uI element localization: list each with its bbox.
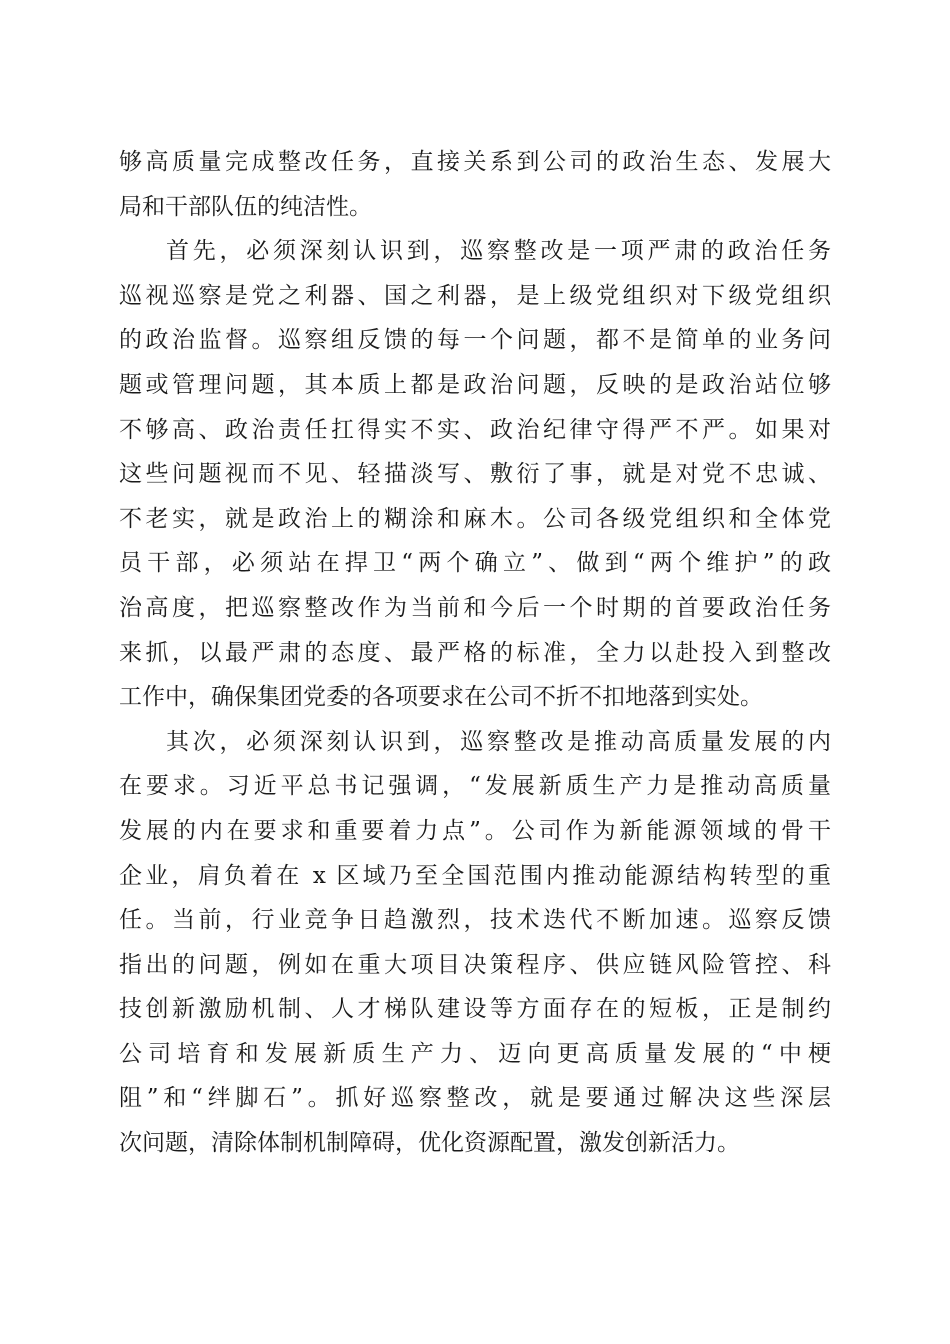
document-body	[119, 140, 831, 1166]
paragraph	[119, 140, 831, 229]
text-line: 够高质量完成整改任务，直接关系到公司的政治生态、发展大	[119, 149, 831, 175]
paragraph	[119, 720, 831, 1166]
text-line: 次问题，清除体制机制障碍，优化资源配置，激发创新活力。	[119, 1130, 740, 1157]
text-line: 治高度，把巡察整改作为当前和今后一个时期的首要政治任务	[119, 594, 831, 621]
text-line: 任。当前，行业竞争日趋激烈，技术迭代不断加速。巡察反馈	[119, 907, 831, 934]
text-line: 技创新激励机制、人才梯队建设等方面存在的短板，正是制约	[119, 996, 831, 1023]
text-line: 其次，必须深刻认识到，巡察整改是推动高质量发展的内	[166, 728, 831, 755]
text-line: 发展的内在要求和重要着力点”。公司作为新能源领域的骨干	[119, 817, 831, 844]
text-line: 首先，必须深刻认识到，巡察整改是一项严肃的政治任务	[166, 238, 831, 265]
text-line: 巡视巡察是党之利器、国之利器，是上级党组织对下级党组织	[119, 282, 831, 309]
text-line: 工作中，确保集团党委的各项要求在公司不折不扣地落到实处。	[119, 684, 763, 711]
text-line: 在要求。习近平总书记强调，“发展新质生产力是推动高质量	[119, 773, 831, 800]
text-line: 员干部，必须站在捍卫“两个确立”、做到“两个维护”的政	[119, 550, 831, 577]
text-line: 题或管理问题，其本质上都是政治问题，反映的是政治站位够	[119, 371, 831, 398]
text-line: 指出的问题，例如在重大项目决策程序、供应链风险管控、科	[119, 951, 831, 978]
paragraph	[119, 229, 831, 720]
text-line: 来抓，以最严肃的态度、最严格的标准，全力以赴投入到整改	[119, 639, 831, 666]
text-line: 不老实，就是政治上的糊涂和麻木。公司各级党组织和全体党	[119, 505, 831, 532]
text-line: 这些问题视而不见、轻描淡写、敷衍了事，就是对党不忠诚、	[119, 461, 831, 488]
text-line: 不够高、政治责任扛得实不实、政治纪律守得严不严。如果对	[119, 416, 831, 443]
text-line: 局和干部队伍的纯洁性。	[119, 193, 372, 220]
text-line: 公司培育和发展新质生产力、迈向更高质量发展的“中梗	[119, 1040, 831, 1067]
text-line: 阻”和“绊脚石”。抓好巡察整改，就是要通过解决这些深层	[119, 1085, 831, 1112]
text-line: 企业，肩负着在 x 区域乃至全国范围内推动能源结构转型的重	[119, 862, 831, 889]
text-line: 的政治监督。巡察组反馈的每一个问题，都不是简单的业务问	[119, 327, 831, 354]
